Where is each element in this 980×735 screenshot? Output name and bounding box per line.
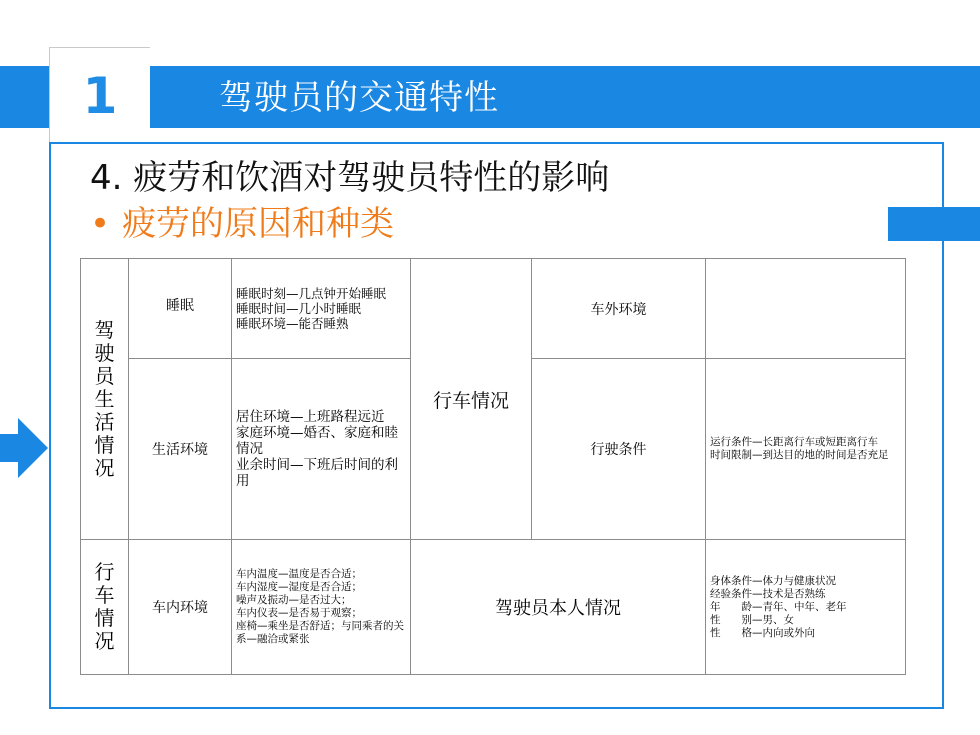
driving-cond: 行驶条件 bbox=[532, 359, 706, 540]
subheading-text: 疲劳的原因和种类 bbox=[122, 204, 395, 244]
car-env-detail: 车内温度—温度是否合适； 车内湿度—湿度是否合适； 噪声及振动—是否过大； 车内仪表—是否易于观察； 座椅—乘坐是否舒适；与同乘者的关系—融洽或紧张 bbox=[232, 540, 411, 675]
section-number-box bbox=[49, 47, 150, 144]
life-detail: 居住环境—上班路程远近 家庭环境—婚否、家庭和睦情况 业余时间—下班后时间的利用 bbox=[232, 359, 411, 540]
group-driving-label: 行 车 情 况 bbox=[81, 540, 129, 675]
bullet: • bbox=[90, 204, 111, 244]
right-decor-tab bbox=[888, 207, 980, 241]
section-number: 1 bbox=[82, 67, 118, 125]
sleep-detail: 睡眠时刻—几点钟开始睡眠 睡眠时间—几小时睡眠 睡眠环境—能否睡熟 bbox=[232, 259, 411, 359]
driving-cond-detail: 运行条件—长距离行车或短距离行车 时间限制—到达目的地的时间是否充足 bbox=[706, 359, 906, 540]
outside-detail bbox=[706, 259, 906, 359]
heading: 4. 疲劳和饮酒对驾驶员特性的影响 bbox=[90, 158, 610, 198]
sleep-label: 睡眠 bbox=[129, 259, 232, 359]
page-title: 驾驶员的交通特性 bbox=[219, 78, 499, 118]
outside-env: 车外环境 bbox=[532, 259, 706, 359]
group-life-label: 驾 驶 员 生 活 情 况 bbox=[81, 259, 129, 540]
subheading bbox=[90, 202, 394, 246]
life-env-label: 生活环境 bbox=[129, 359, 232, 540]
left-arrow-icon bbox=[0, 418, 52, 478]
car-env-label: 车内环境 bbox=[129, 540, 232, 675]
driver-self: 驾驶员本人情况 bbox=[411, 540, 706, 675]
driving-situation: 行车情况 bbox=[411, 259, 532, 540]
driver-detail: 身体条件—体力与健康状况 经验条件—技术是否熟练 年 龄—青年、中年、老年 性 别—男、女 性 格—内向或外向 bbox=[706, 540, 906, 675]
fatigue-table bbox=[80, 258, 906, 675]
